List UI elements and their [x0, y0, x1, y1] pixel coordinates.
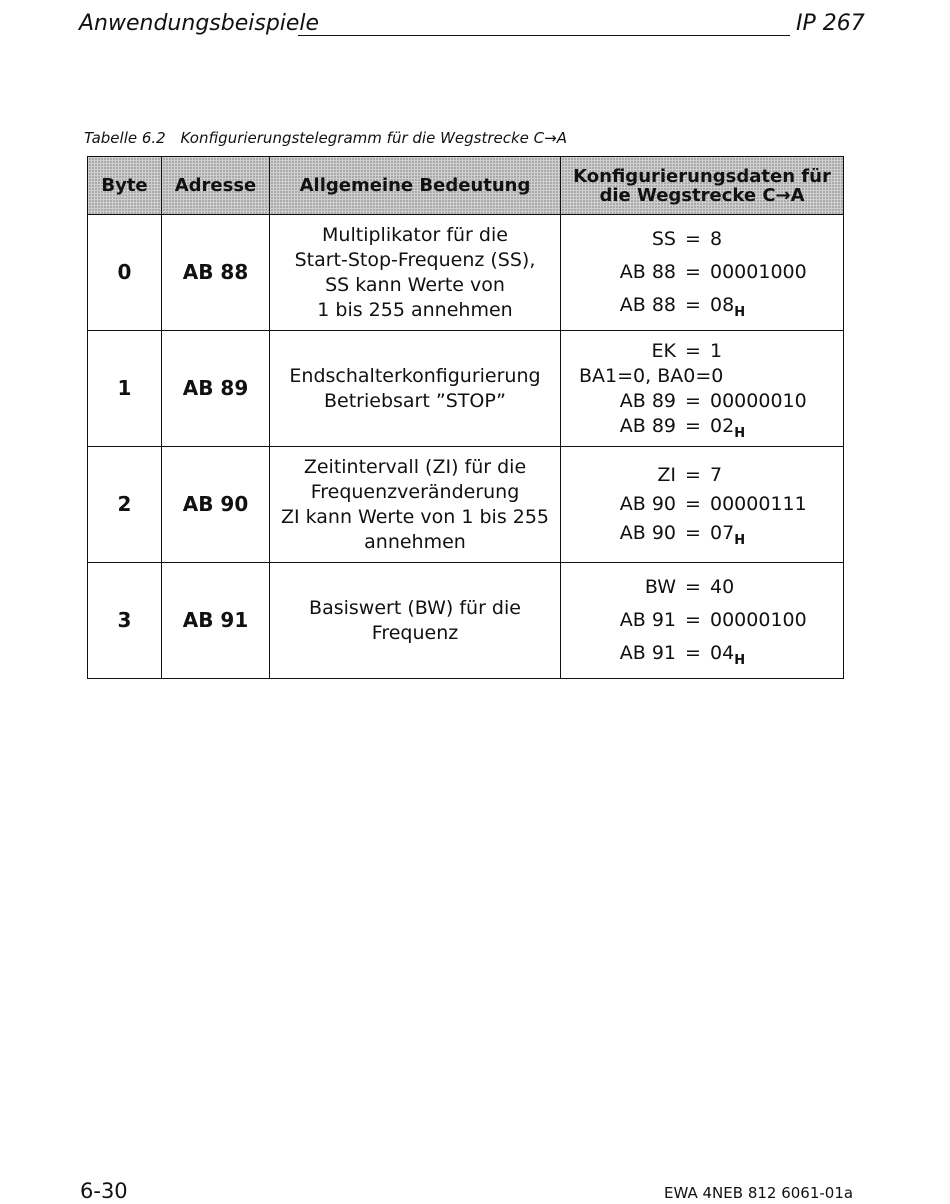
table-row — [88, 563, 844, 679]
cell-byte: 3 — [88, 563, 162, 679]
cell-bedeutung — [270, 215, 561, 331]
config-value: 8 — [710, 228, 723, 250]
cell-adresse: AB 91 — [162, 563, 270, 679]
cell-konfigurierungsdaten — [561, 331, 844, 447]
config-label: EK — [651, 339, 676, 362]
cell-bedeutung — [270, 331, 561, 447]
hex-value: 07 — [710, 522, 735, 544]
running-header-product: IP 267 — [796, 11, 865, 36]
bedeutung-line: Start-Stop-Frequenz (SS), — [294, 248, 536, 271]
cell-byte: 0 — [88, 215, 162, 331]
equals-sign: = — [685, 261, 701, 283]
header-konfig-line2: die Wegstrecke C→A — [599, 184, 805, 206]
config-value: 40 — [710, 576, 735, 598]
config-values — [559, 571, 843, 670]
config-label: AB 88 — [619, 261, 676, 283]
config-value: 7 — [710, 464, 723, 486]
table-header-row — [88, 157, 844, 215]
config-label: AB 91 — [619, 642, 676, 664]
table-caption-number: Tabelle 6.2 — [84, 129, 166, 147]
hex-subscript: H — [734, 533, 746, 548]
hex-subscript: H — [734, 653, 746, 668]
header-konfig-line1: Konfigurierungsdaten für — [573, 165, 831, 187]
config-value — [710, 519, 810, 548]
header-byte: Byte — [88, 157, 162, 215]
header-konfigurierungsdaten — [561, 157, 844, 215]
bedeutung-line: ZI kann Werte von 1 bis 255 — [280, 505, 550, 528]
config-label: SS — [651, 228, 676, 250]
config-label: ZI — [657, 464, 676, 486]
equals-sign: = — [685, 339, 701, 362]
table-caption-text: Konfigurierungstelegramm für die Wegstrecke C→A — [180, 129, 567, 147]
hex-value: 04 — [710, 642, 735, 664]
cell-byte: 2 — [88, 447, 162, 563]
bedeutung-line: annehmen — [364, 530, 466, 553]
config-values — [559, 223, 843, 322]
ba-config-line: BA1=0, BA0=0 — [579, 364, 724, 387]
config-label: AB 88 — [619, 294, 676, 316]
equals-sign: = — [685, 389, 701, 412]
equals-sign: = — [685, 228, 701, 250]
table-row — [88, 331, 844, 447]
config-value: 1 — [710, 339, 723, 362]
cell-adresse: AB 90 — [162, 447, 270, 563]
bedeutung-line: 1 bis 255 annehmen — [317, 298, 513, 321]
cell-bedeutung — [270, 563, 561, 679]
cell-konfigurierungsdaten — [561, 215, 844, 331]
bedeutung-line: Betriebsart ”STOP” — [324, 389, 506, 412]
equals-sign: = — [685, 522, 701, 544]
config-value — [710, 414, 810, 439]
cell-adresse: AB 89 — [162, 331, 270, 447]
config-value: 00000010 — [710, 389, 807, 412]
config-label: BW — [644, 576, 676, 598]
equals-sign: = — [685, 294, 701, 316]
hex-value: 02 — [710, 414, 735, 437]
config-label: AB 90 — [619, 522, 676, 544]
running-header-title: Anwendungsbeispiele — [79, 11, 320, 36]
table-row — [88, 447, 844, 563]
cell-byte: 1 — [88, 331, 162, 447]
hex-subscript: H — [734, 425, 746, 441]
cell-bedeutung — [270, 447, 561, 563]
hex-subscript: H — [734, 305, 746, 320]
bedeutung-line: Multiplikator für die — [322, 223, 508, 246]
config-values — [559, 461, 843, 548]
configuration-table — [87, 156, 844, 679]
header-adresse: Adresse — [162, 157, 270, 215]
header-rule — [298, 35, 790, 36]
config-values — [559, 389, 843, 439]
config-value — [710, 637, 810, 670]
table-row — [88, 215, 844, 331]
equals-sign: = — [685, 493, 701, 515]
bedeutung-line: Endschalterkonfigurierung — [289, 364, 541, 387]
header-bedeutung: Allgemeine Bedeutung — [270, 157, 561, 215]
config-value: 00000100 — [710, 609, 807, 631]
config-value — [710, 289, 810, 322]
cell-konfigurierungsdaten — [561, 563, 844, 679]
config-label: AB 91 — [619, 609, 676, 631]
config-label: AB 89 — [619, 389, 676, 412]
equals-sign: = — [685, 609, 701, 631]
bedeutung-line: Frequenz — [371, 621, 459, 644]
table-caption — [84, 128, 567, 148]
equals-sign: = — [685, 642, 701, 664]
equals-sign: = — [685, 464, 701, 486]
config-value: 00001000 — [710, 261, 807, 283]
bedeutung-line: Zeitintervall (ZI) für die — [303, 455, 527, 478]
cell-adresse: AB 88 — [162, 215, 270, 331]
bedeutung-line: Basiswert (BW) für die — [309, 596, 521, 619]
config-values-ek — [559, 339, 843, 364]
bedeutung-line: SS kann Werte von — [325, 273, 505, 296]
config-value: 00000111 — [710, 493, 807, 515]
hex-value: 08 — [710, 294, 735, 316]
page-number: 6-30 — [80, 1179, 128, 1203]
document-id: EWA 4NEB 812 6061-01a — [664, 1184, 854, 1202]
config-label: AB 89 — [619, 414, 676, 437]
cell-konfigurierungsdaten — [561, 447, 844, 563]
bedeutung-line: Frequenzveränderung — [310, 480, 520, 503]
equals-sign: = — [685, 414, 701, 437]
config-label: AB 90 — [619, 493, 676, 515]
equals-sign: = — [685, 576, 701, 598]
